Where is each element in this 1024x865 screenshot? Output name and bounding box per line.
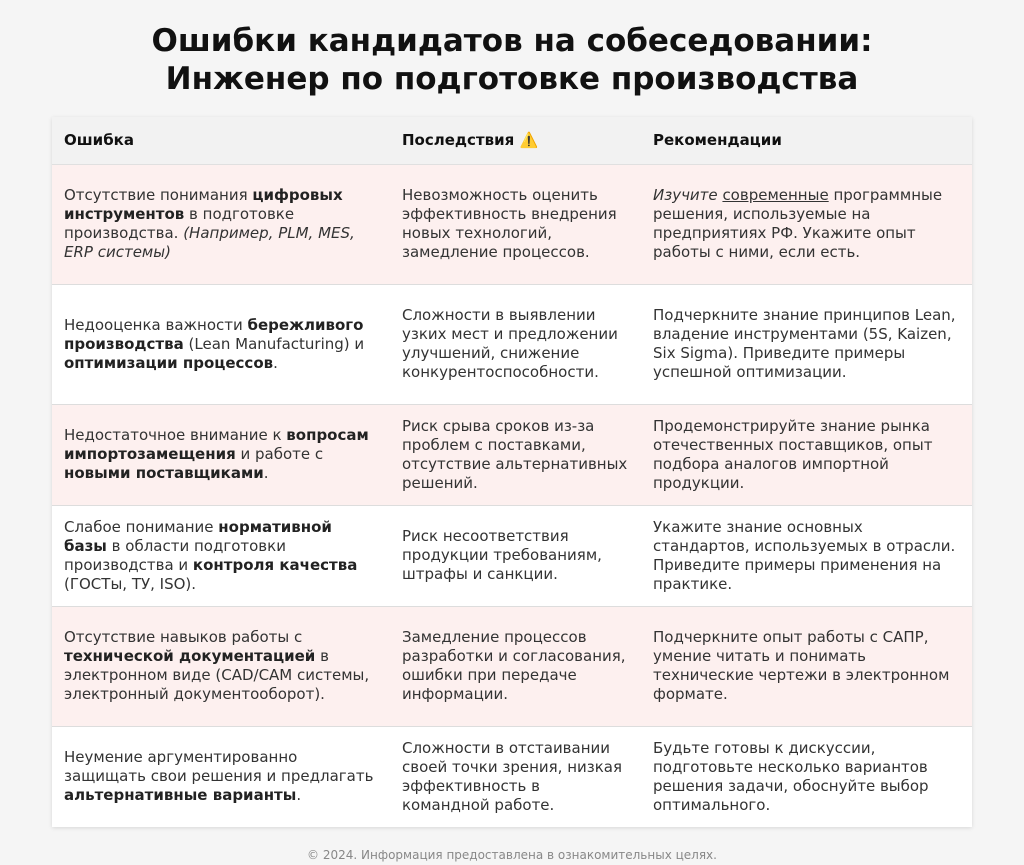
mistake-cell: [52, 726, 390, 827]
table-row: [52, 284, 972, 404]
text: Отсутствие навыков работы с: [64, 628, 303, 646]
text: .: [296, 786, 302, 805]
bold-term: оптимизации процессов: [64, 353, 274, 372]
italic-example: (Например, PLM, MES, ERP системы): [64, 224, 355, 261]
mistake-cell: [52, 164, 390, 284]
page-title-line-2: Инженер по подготовке производства: [165, 61, 859, 97]
text: .: [263, 464, 269, 482]
recommendations-cell: Будьте готовы к дискуссии, подготовьте несколько вариантов решения задачи, обоснуйте выбор оптимального.: [641, 726, 972, 827]
italic-word: Изучите: [653, 186, 718, 204]
text: в области подготовки производства и: [64, 536, 286, 574]
recommendations-cell: Продемонстрируйте знание рынка отечественных поставщиков, опыт подбора аналогов импортной продукции.: [641, 404, 972, 505]
text: Недооценка важности: [64, 315, 248, 334]
text: Отсутствие понимания: [64, 186, 253, 204]
consequences-cell: Риск срыва сроков из-за проблем с поставками, отсутствие альтернативных решений.: [390, 404, 641, 505]
underlined-word: современные: [722, 186, 829, 204]
table-row: [52, 404, 972, 505]
text: Неумение аргументированно защищать свои решения и предлагать: [64, 748, 374, 786]
mistakes-table-card: [52, 117, 972, 827]
text: (Lean Manufacturing) и: [183, 334, 365, 353]
mistake-cell: [52, 284, 390, 404]
text: программные решения, используемые на предприятиях РФ. Укажите опыт работы с ними, если есть.: [653, 186, 943, 261]
text: в электронном виде (CAD/CAM системы, электронный документооборот).: [64, 647, 370, 703]
bold-term: новыми поставщиками: [64, 464, 264, 482]
header-consequences: Последствия ⚠️: [390, 117, 641, 164]
table-row: [52, 505, 972, 606]
bold-term: нормативной базы: [64, 517, 332, 555]
table-header-row: [52, 117, 972, 164]
bold-term: контроля качества: [192, 555, 358, 574]
bold-term: цифровых инструментов: [64, 186, 343, 223]
text: и работе с: [235, 445, 324, 463]
mistake-cell: [52, 404, 390, 505]
bold-term: технической документацией: [64, 647, 316, 665]
recommendations-cell: Подчеркните знание принципов Lean, владение инструментами (5S, Kaizen, Six Sigma). Приведите примеры успешной оптимизации.: [641, 284, 972, 404]
mistake-cell: [52, 505, 390, 606]
consequences-cell: Сложности в выявлении узких мест и предложении улучшений, снижение конкурентоспособности.: [390, 284, 641, 404]
page-title-line-1: Ошибки кандидатов на собеседовании:: [151, 23, 873, 59]
recommendations-cell: [641, 164, 972, 284]
text: в подготовке производства.: [64, 205, 295, 242]
text: .: [273, 353, 278, 372]
table-row: [52, 606, 972, 726]
consequences-cell: Риск несоответствия продукции требованиям, штрафы и санкции.: [390, 505, 641, 606]
page-title: [0, 22, 1024, 98]
text: (ГОСТы, ТУ, ISO).: [64, 574, 197, 593]
text: Слабое понимание: [64, 517, 219, 536]
bold-term: вопросам импортозамещения: [64, 426, 369, 463]
table-row: [52, 164, 972, 284]
footer-copyright: © 2024. Информация предоставлена в ознакомительных целях.: [307, 848, 717, 862]
mistake-cell: [52, 606, 390, 726]
header-mistake: Ошибка: [52, 117, 390, 164]
recommendations-cell: Укажите знание основных стандартов, используемых в отрасли. Приведите примеры применения на практике.: [641, 505, 972, 606]
mistakes-table: [52, 117, 972, 827]
recommendations-cell: Подчеркните опыт работы с САПР, умение читать и понимать технические чертежи в электронном формате.: [641, 606, 972, 726]
table-row: [52, 726, 972, 827]
consequences-cell: Сложности в отстаивании своей точки зрения, низкая эффективность в командной работе.: [390, 726, 641, 827]
header-recommendations: Рекомендации: [641, 117, 972, 164]
consequences-cell: Замедление процессов разработки и согласования, ошибки при передаче информации.: [390, 606, 641, 726]
bold-term: бережливого производства: [64, 315, 364, 353]
consequences-cell: Невозможность оценить эффективность внедрения новых технологий, замедление процессов.: [390, 164, 641, 284]
text: Недостаточное внимание к: [64, 426, 287, 444]
bold-term: альтернативные варианты: [64, 786, 297, 805]
